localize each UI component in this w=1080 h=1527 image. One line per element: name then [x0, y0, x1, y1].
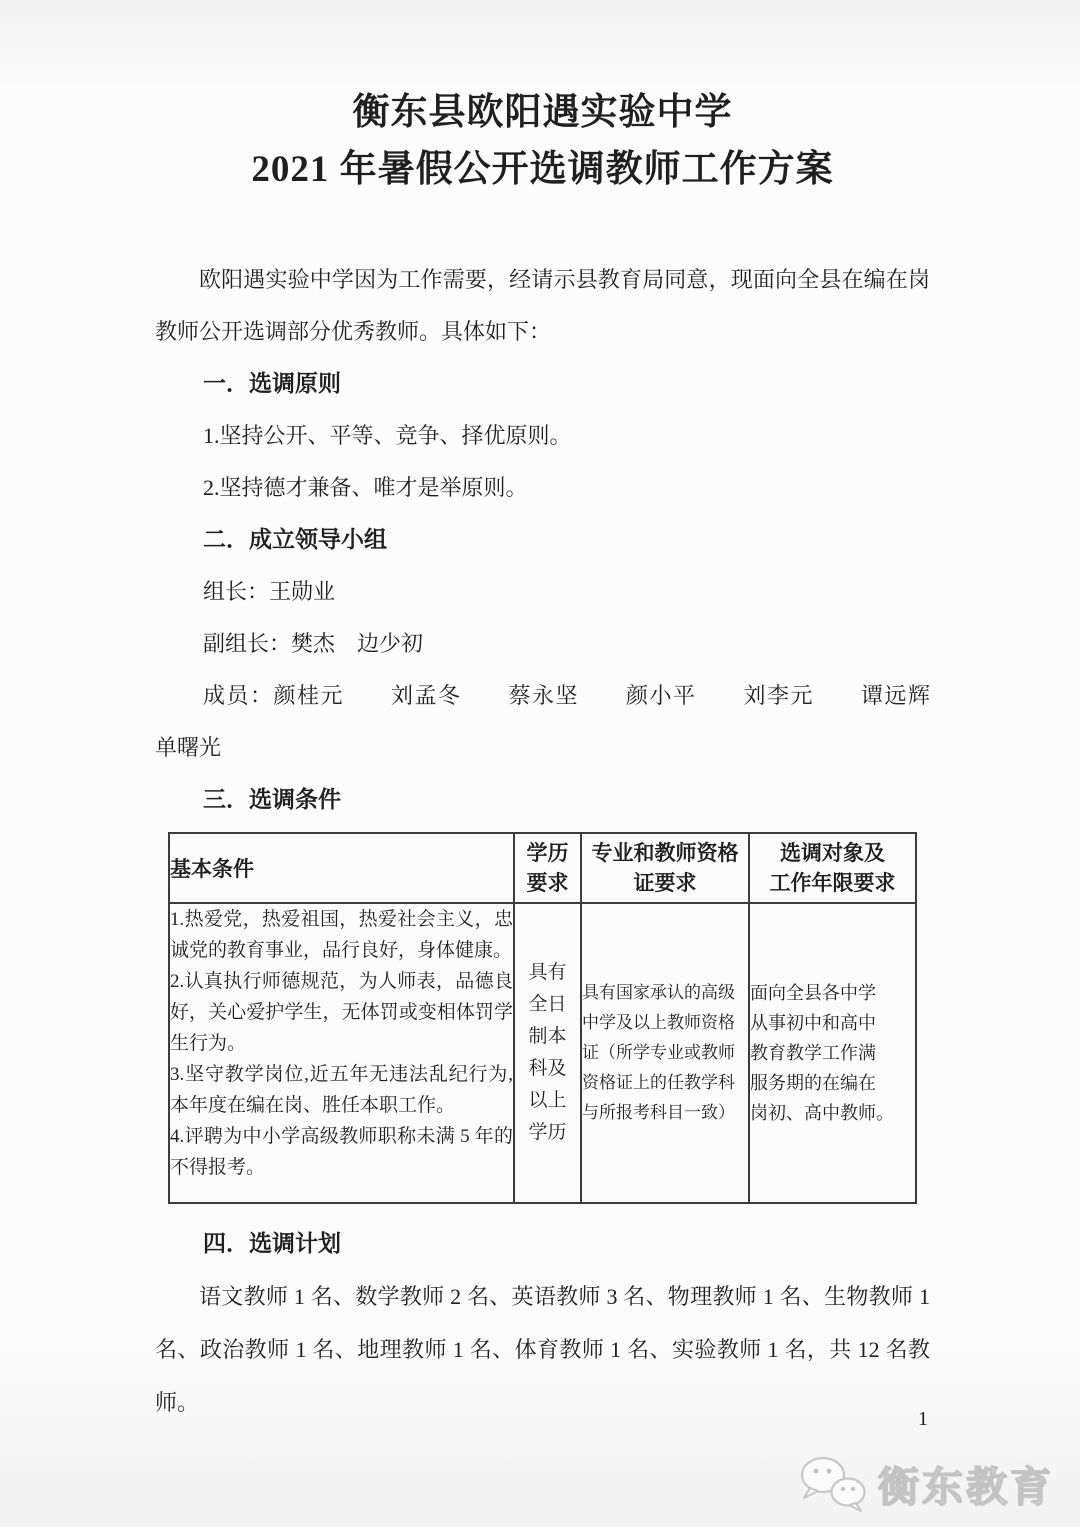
cert-line: 证（所学专业或教师: [582, 1043, 735, 1062]
watermark: [796, 1452, 1054, 1514]
cell-basic-conditions: [169, 903, 514, 1203]
group-leader-line: 组长：王勋业: [203, 579, 336, 604]
basic-condition-1: 1.热爱党，热爱祖国，热爱社会主义，忠诚党的教育事业，品行良好，身体健康。: [170, 909, 513, 961]
degree-line: 学历: [528, 1122, 567, 1143]
group-members-line: 成员：颜桂元 刘孟冬 蔡永坚 颜小平 刘李元 谭远辉 单曙光: [155, 683, 975, 760]
cert-line: 中学及以上教师资格: [582, 1013, 735, 1032]
target-line: 面向全县各中学: [750, 983, 876, 1003]
header-target-line1: 选调对象及: [780, 841, 885, 865]
doc-title-line2: 2021 年暑假公开选调教师工作方案: [251, 149, 834, 190]
header-cert-line2: 证要求: [633, 871, 697, 895]
target-line: 岗初、高中教师。: [750, 1103, 894, 1123]
basic-condition-3: 3.坚守教学岗位,近五年无违法乱纪行为,本年度在编在岗、胜任本职工作。: [170, 1064, 513, 1116]
table-header-row: [169, 833, 916, 903]
group-deputy-line: 副组长：樊杰 边少初: [203, 631, 424, 656]
header-cert-line1: 专业和教师资格: [591, 841, 739, 865]
section-heading-plan: 四．选调计划: [203, 1231, 341, 1256]
degree-line: 具有: [528, 962, 567, 983]
cert-line: 与所报考科目一致）: [582, 1103, 735, 1122]
degree-line: 制本: [528, 1026, 567, 1047]
target-line: 从事初中和高中: [750, 1013, 876, 1033]
section-heading-leading-group: 二．成立领导小组: [203, 527, 387, 552]
principle-item-1: 1.坚持公开、平等、竞争、择优原则。: [203, 423, 572, 448]
page-number: 1: [918, 1408, 928, 1430]
cert-line: 具有国家承认的高级: [582, 983, 735, 1002]
cell-degree-requirement: [514, 903, 581, 1203]
header-basic-conditions: 基本条件: [169, 833, 514, 903]
table-body-row: [169, 903, 916, 1203]
intro-paragraph: 欧阳遇实验中学因为工作需要，经请示县教育局同意，现面向全县在编在岗教师公开选调部分优秀教师。具体如下：: [155, 267, 930, 344]
target-line: 服务期的在编在: [750, 1073, 876, 1093]
header-degree-requirement: [514, 833, 581, 903]
degree-line: 科及: [528, 1058, 567, 1079]
doc-title-line1: 衡东县欧阳遇实验中学: [352, 92, 733, 133]
header-cert-requirement: [581, 833, 749, 903]
section-heading-principles: 一．选调原则: [203, 371, 341, 396]
header-degree-line2: 要求: [526, 871, 569, 895]
section-heading-conditions: 三．选调条件: [203, 787, 341, 812]
cell-cert-requirement: [581, 903, 749, 1203]
header-target-line2: 工作年限要求: [769, 871, 896, 895]
header-target-requirement: [749, 833, 916, 903]
cert-line: 资格证上的任教学科: [582, 1073, 735, 1092]
basic-condition-2: 2.认真执行师德规范，为人师表，品德良好，关心爱护学生，无体罚或变相体罚学生行为。: [170, 971, 513, 1054]
header-degree-line1: 学历: [526, 841, 569, 865]
degree-line: 以上: [528, 1090, 567, 1111]
basic-condition-4: 4.评聘为中小学高级教师职称未满 5 年的不得报考。: [170, 1126, 513, 1178]
degree-line: 全日: [528, 994, 567, 1015]
conditions-table: [168, 832, 917, 1204]
wechat-bubbles-icon: [796, 1452, 870, 1514]
cell-target-requirement: [749, 903, 916, 1203]
target-line: 教育教学工作满: [750, 1043, 876, 1063]
principle-item-2: 2.坚持德才兼备、唯才是举原则。: [203, 475, 528, 500]
plan-paragraph: 语文教师 1 名、数学教师 2 名、英语教师 3 名、物理教师 1 名、生物教师 1 名、政治教师 1 名、地理教师 1 名、体育教师 1 名、实验教师 1 名，共 12 名教师。: [155, 1284, 930, 1415]
watermark-text: 衡东教育: [878, 1463, 1054, 1510]
